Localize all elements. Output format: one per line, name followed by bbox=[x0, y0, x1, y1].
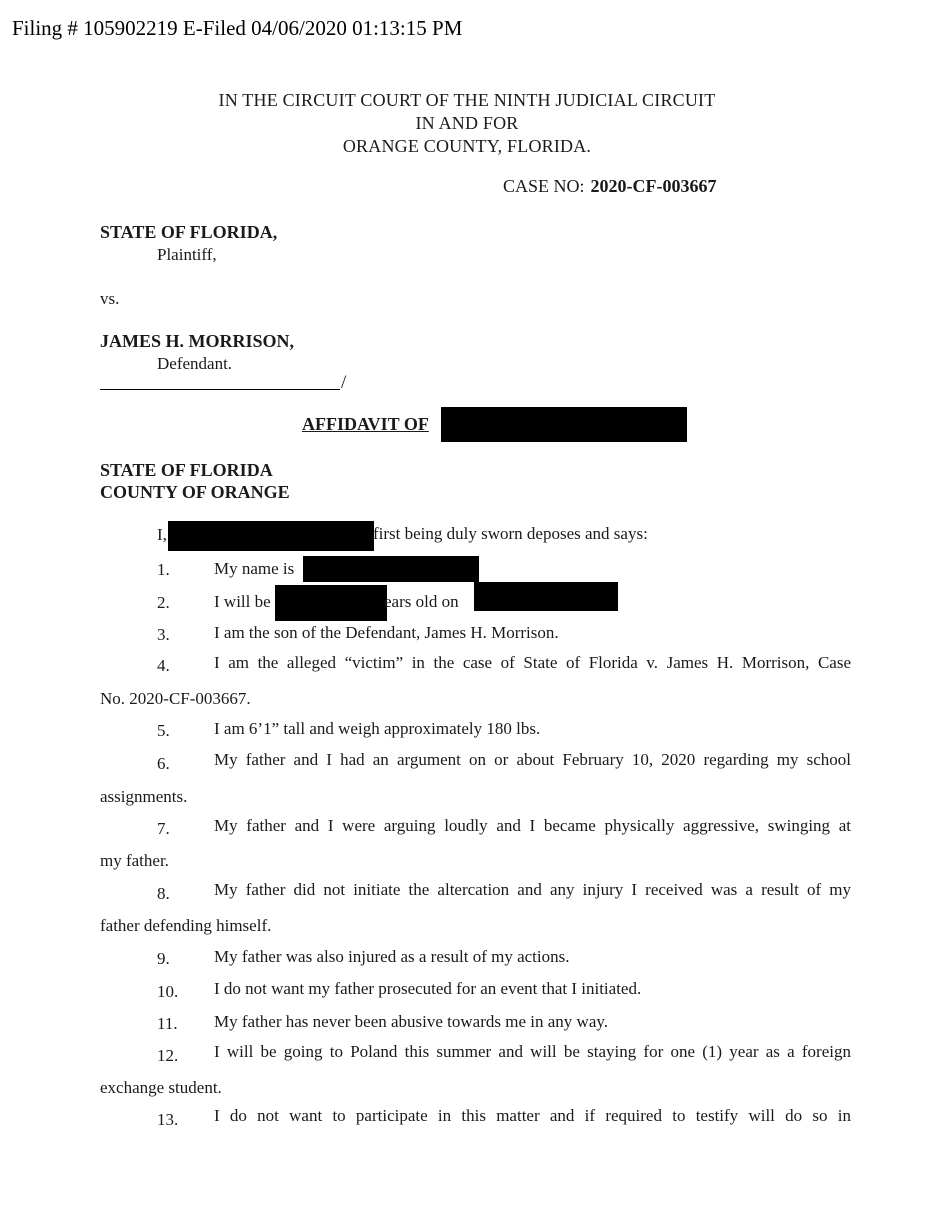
paragraph-number: 9. bbox=[157, 949, 170, 968]
filing-header: Filing # 105902219 E-Filed 04/06/2020 01:13:15 PM bbox=[12, 16, 463, 40]
paragraph-continuation: father defending himself. bbox=[100, 916, 272, 935]
redaction-box bbox=[303, 556, 479, 582]
redaction-box bbox=[168, 521, 374, 551]
case-number-label: CASE NO: bbox=[503, 176, 585, 196]
paragraph-number: 13. bbox=[157, 1110, 179, 1129]
paragraph-number: 2. bbox=[157, 593, 170, 612]
paragraph-text: My name is bbox=[214, 559, 295, 578]
signature-line bbox=[100, 389, 340, 390]
paragraph-text: I am 6’1” tall and weigh approximately 180 lbs. bbox=[214, 719, 541, 738]
paragraph-number: 5. bbox=[157, 721, 170, 740]
paragraph-text: I will be going to Poland this summer and will be staying for one (1) year as a foreign bbox=[214, 1042, 851, 1061]
venue-county: COUNTY OF ORANGE bbox=[100, 482, 290, 502]
redaction-box bbox=[275, 585, 387, 621]
paragraph-text: My father and I had an argument on or about February 10, 2020 regarding my school bbox=[214, 750, 851, 769]
paragraph-text: My father and I were arguing loudly and I became physically aggressive, swinging at bbox=[214, 816, 851, 835]
case-number bbox=[503, 176, 717, 197]
paragraph-number: 4. bbox=[157, 656, 170, 675]
affidavit-title: AFFIDAVIT OF bbox=[302, 414, 429, 434]
paragraph-text: I do not want to participate in this matter and if required to testify will do so in bbox=[214, 1106, 851, 1125]
paragraph-number: 7. bbox=[157, 819, 170, 838]
plaintiff-role: Plaintiff, bbox=[157, 245, 217, 264]
intro-text: first being duly sworn deposes and says: bbox=[373, 524, 648, 543]
paragraph-text: I do not want my father prosecuted for an event that I initiated. bbox=[214, 979, 642, 998]
paragraph-text: ears old on bbox=[384, 592, 459, 611]
paragraph-text: My father did not initiate the altercation and any injury I received was a result of my bbox=[214, 880, 851, 899]
paragraph-text: I am the alleged “victim” in the case of State of Florida v. James H. Morrison, Case bbox=[214, 653, 851, 672]
paragraph-continuation: my father. bbox=[100, 851, 169, 870]
paragraph-text: My father has never been abusive towards me in any way. bbox=[214, 1012, 609, 1031]
signature-slash: / bbox=[341, 372, 347, 393]
paragraph-text: My father was also injured as a result of my actions. bbox=[214, 947, 570, 966]
paragraph-number: 8. bbox=[157, 884, 170, 903]
court-line-3: ORANGE COUNTY, FLORIDA. bbox=[342, 136, 592, 156]
paragraph-number: 11. bbox=[157, 1014, 178, 1033]
paragraph-number: 1. bbox=[157, 560, 170, 579]
paragraph-number: 10. bbox=[157, 982, 179, 1001]
paragraph-text: I am the son of the Defendant, James H. Morrison. bbox=[214, 623, 559, 642]
defendant-name: JAMES H. MORRISON, bbox=[100, 331, 295, 351]
paragraph-continuation: assignments. bbox=[100, 787, 188, 806]
redaction-box bbox=[441, 407, 687, 442]
intro-start: I, bbox=[157, 525, 167, 544]
venue-state: STATE OF FLORIDA bbox=[100, 460, 273, 480]
court-caption bbox=[0, 89, 941, 158]
paragraph-number: 3. bbox=[157, 625, 170, 644]
paragraph-number: 12. bbox=[157, 1046, 179, 1065]
paragraph-number: 6. bbox=[157, 754, 170, 773]
court-line-1: IN THE CIRCUIT COURT OF THE NINTH JUDICIAL CIRCUIT bbox=[218, 90, 716, 110]
paragraph-continuation: No. 2020-CF-003667. bbox=[100, 689, 251, 708]
case-number-value: 2020-CF-003667 bbox=[590, 176, 717, 196]
paragraph-continuation: exchange student. bbox=[100, 1078, 222, 1097]
court-line-2: IN AND FOR bbox=[415, 113, 519, 133]
paragraph-text: I will be bbox=[214, 592, 271, 611]
versus: vs. bbox=[100, 289, 120, 308]
defendant-role: Defendant. bbox=[157, 354, 233, 373]
redaction-box bbox=[474, 582, 618, 611]
plaintiff-name: STATE OF FLORIDA, bbox=[100, 222, 278, 242]
